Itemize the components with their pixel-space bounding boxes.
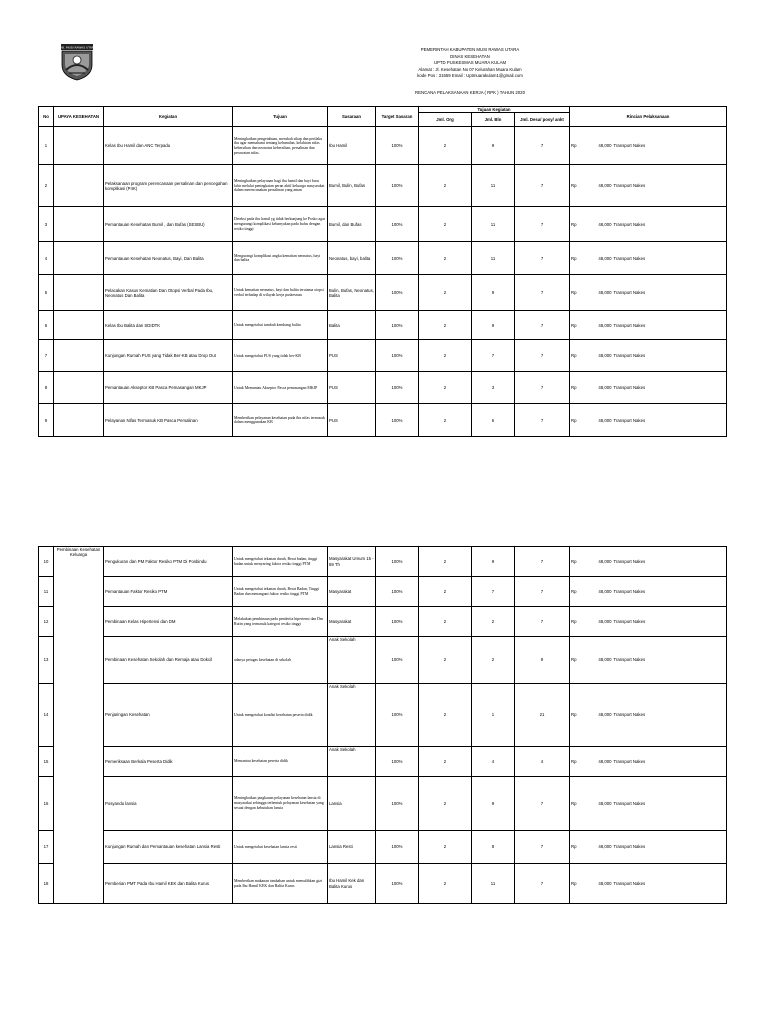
table-row xyxy=(39,747,727,777)
target-cell: 100% xyxy=(376,777,419,831)
jml-org-cell: 2 xyxy=(419,607,472,637)
target-cell: 100% xyxy=(376,242,419,275)
currency-cell: Rp xyxy=(570,864,587,904)
rincian-cell: Transport Nakes xyxy=(613,275,727,311)
kegiatan-cell: Kunjungan Rumah PUS yang Tidak Ber-KB atau Drop Out xyxy=(104,340,233,372)
jml-bln-cell: 7 xyxy=(472,577,515,607)
jml-desa-cell: 7 xyxy=(515,607,570,637)
jml-org-cell: 2 xyxy=(419,165,472,207)
jml-desa-cell: 7 xyxy=(515,831,570,864)
currency-cell: Rp xyxy=(570,372,587,404)
kegiatan-cell: Pemantauan Faktor Resiko PTM xyxy=(104,577,233,607)
currency-cell: Rp xyxy=(570,165,587,207)
table-row xyxy=(39,127,727,165)
rpk-table-page-1 xyxy=(38,106,727,437)
jml-desa-cell: 7 xyxy=(515,547,570,577)
col-header-tujuan-kegiatan: Tujuan Kegiatan xyxy=(419,107,570,113)
currency-cell: Rp xyxy=(570,275,587,311)
kegiatan-cell: Posyandu lansia xyxy=(104,777,233,831)
upaya-kesehatan-cell xyxy=(54,311,104,340)
col-header-target: Target Sasaran xyxy=(376,107,419,127)
target-cell: 100% xyxy=(376,311,419,340)
rincian-cell: Transport Nakes xyxy=(613,831,727,864)
rincian-cell: Transport Nakes xyxy=(613,404,727,437)
jml-desa-cell: 7 xyxy=(515,404,570,437)
nominal-cell: 48,000 xyxy=(587,165,613,207)
table-row xyxy=(39,547,727,577)
sasaran-cell: Ibu Hamil Kek dan Balita Kurus xyxy=(328,864,376,904)
rincian-cell: Transport Nakes xyxy=(613,747,727,777)
sasaran-cell: Anak Sekolah xyxy=(328,747,376,777)
table-row xyxy=(39,207,727,242)
kabupaten-emblem-logo xyxy=(60,43,94,81)
nominal-cell: 48,000 xyxy=(587,275,613,311)
rpk-table-page-1-body xyxy=(39,127,727,437)
jml-desa-cell: 7 xyxy=(515,275,570,311)
kegiatan-cell: Pelacakan Kasus Kematian Dan Otopsi Verbal Pada Ibu, Neonatus Dan Balita xyxy=(104,275,233,311)
logo-text: KAB. MUSI RAWAS UTARA xyxy=(58,45,96,50)
rincian-cell: Transport Nakes xyxy=(613,607,727,637)
jml-org-cell: 2 xyxy=(419,777,472,831)
target-cell: 100% xyxy=(376,207,419,242)
jml-bln-cell: 2 xyxy=(472,607,515,637)
currency-cell: Rp xyxy=(570,404,587,437)
jml-org-cell: 2 xyxy=(419,637,472,684)
jml-bln-cell: 11 xyxy=(472,207,515,242)
jml-desa-cell: 7 xyxy=(515,340,570,372)
rincian-cell: Transport Nakes xyxy=(613,547,727,577)
tujuan-cell: Meningkatkan jangkauan pelayanan kesehatan lansia di masyarakat sehingga terbentuk pelayanan kesehatan yang sesuai dengan kebutuhan lansia xyxy=(233,777,328,831)
currency-cell: Rp xyxy=(570,831,587,864)
sasaran-cell: Anak Sekolah xyxy=(328,684,376,747)
jml-org-cell: 2 xyxy=(419,311,472,340)
table-row xyxy=(39,340,727,372)
col-header-rincian: Rincian Pelaksanaan xyxy=(570,107,727,127)
letterhead-line-5: kode Pos : 31659 Email : Uptmuarakulam1@gmail.com xyxy=(417,73,523,79)
nominal-cell: 48,000 xyxy=(587,311,613,340)
row-number: 2 xyxy=(39,165,54,207)
target-cell: 100% xyxy=(376,577,419,607)
currency-cell: Rp xyxy=(570,577,587,607)
row-number: 12 xyxy=(39,607,54,637)
target-cell: 100% xyxy=(376,404,419,437)
table-row xyxy=(39,831,727,864)
sasaran-cell: Bumil, Bulin, Bufas xyxy=(328,165,376,207)
kegiatan-cell: Pemeriksaan Berkala Peserta Didik xyxy=(104,747,233,777)
col-header-no: No xyxy=(39,107,54,127)
row-number: 9 xyxy=(39,404,54,437)
currency-cell: Rp xyxy=(570,607,587,637)
col-header-tujuan: Tujuan xyxy=(233,107,328,127)
jml-bln-cell: 9 xyxy=(472,547,515,577)
col-header-jml-org: Jml. Org xyxy=(419,113,472,127)
row-number: 10 xyxy=(39,547,54,577)
tujuan-cell: Meningkatkan pengetahuan, merubah sikap dan perilaku ibu agar memahami tentang kehamilan, kelahiran nifas kebersihan dan neonatus kebersihan, persalinan dan perawatan nifas. xyxy=(233,127,328,165)
col-header-jml-bln: Jml. Bln xyxy=(472,113,515,127)
letterhead-line-4: Alamat : Jl. Kesehatan No 07 Kelurahan Muara Kulam xyxy=(418,66,522,72)
row-number: 7 xyxy=(39,340,54,372)
nominal-cell: 48,000 xyxy=(587,684,613,747)
kegiatan-cell: Kelas Ibu Hamil dan ANC Terpadu xyxy=(104,127,233,165)
nominal-cell: 48,000 xyxy=(587,864,613,904)
nominal-cell: 48,000 xyxy=(587,547,613,577)
nominal-cell: 48,000 xyxy=(587,127,613,165)
rincian-cell: Transport Nakes xyxy=(613,777,727,831)
target-cell: 100% xyxy=(376,372,419,404)
target-cell: 100% xyxy=(376,127,419,165)
target-cell: 100% xyxy=(376,165,419,207)
nominal-cell: 48,000 xyxy=(587,372,613,404)
target-cell: 100% xyxy=(376,831,419,864)
rincian-cell: Transport Nakes xyxy=(613,127,727,165)
row-number: 1 xyxy=(39,127,54,165)
sasaran-cell: Ibu Hamil xyxy=(328,127,376,165)
upaya-kesehatan-cell xyxy=(54,275,104,311)
row-number: 16 xyxy=(39,777,54,831)
table-row xyxy=(39,577,727,607)
target-cell: 100% xyxy=(376,684,419,747)
nominal-cell: 48,000 xyxy=(587,404,613,437)
col-header-kegiatan: Kegiatan xyxy=(104,107,233,127)
kegiatan-cell: Pemantauan Kesehatan Bumil , dan Bufas (SESBU) xyxy=(104,207,233,242)
kegiatan-cell: Kelas Ibu Balita dan SDIDTK xyxy=(104,311,233,340)
tujuan-cell: Untuk Memantau Akseptor Pasca pemasangan MKJP xyxy=(233,372,328,404)
kegiatan-cell: Pelaksanaan program perencanaan persalinan dan pencegahan komplikasi (P4K) xyxy=(104,165,233,207)
sasaran-cell: Masyarakat xyxy=(328,577,376,607)
rincian-cell: Transport Nakes xyxy=(613,340,727,372)
jml-org-cell: 2 xyxy=(419,404,472,437)
jml-desa-cell: 7 xyxy=(515,165,570,207)
nominal-cell: 48,000 xyxy=(587,577,613,607)
sasaran-cell: PUS xyxy=(328,372,376,404)
jml-bln-cell: 11 xyxy=(472,864,515,904)
row-number: 8 xyxy=(39,372,54,404)
sasaran-cell: PUS xyxy=(328,404,376,437)
tujuan-cell: Memantau kesehatan peserta didik xyxy=(233,747,328,777)
tujuan-cell: Untuk mengetahui kesehatan lansia resti xyxy=(233,831,328,864)
currency-cell: Rp xyxy=(570,207,587,242)
jml-desa-cell: 7 xyxy=(515,577,570,607)
rincian-cell: Transport Nakes xyxy=(613,684,727,747)
sasaran-cell: Lansia xyxy=(328,777,376,831)
upaya-kesehatan-cell xyxy=(54,207,104,242)
document-title: RENCANA PELAKSANAAN KERJA ( RPK ) TAHUN 2020 xyxy=(415,90,525,95)
jml-bln-cell: 6 xyxy=(472,404,515,437)
target-cell: 100% xyxy=(376,275,419,311)
jml-bln-cell: 3 xyxy=(472,372,515,404)
letterhead-line-1: PEMERINTAH KABUPATEN MUSI RAWAS UTARA xyxy=(420,47,520,52)
upaya-kesehatan-cell xyxy=(54,165,104,207)
nominal-cell: 48,000 xyxy=(587,242,613,275)
col-header-sasaran: Sasaraan xyxy=(328,107,376,127)
jml-desa-cell: 7 xyxy=(515,777,570,831)
kegiatan-cell: Kunjungan Rumah dan Pemantauan kesehatan Lansia Resti xyxy=(104,831,233,864)
tujuan-cell: Mengurangi komplikasi angka kematian neonatus, bayi dan balita xyxy=(233,242,328,275)
upaya-kesehatan-cell xyxy=(54,372,104,404)
jml-org-cell: 2 xyxy=(419,340,472,372)
table-row xyxy=(39,777,727,831)
jml-bln-cell: 9 xyxy=(472,777,515,831)
upaya-kesehatan-cell xyxy=(54,404,104,437)
jml-bln-cell: 9 xyxy=(472,311,515,340)
currency-cell: Rp xyxy=(570,747,587,777)
table-row xyxy=(39,864,727,904)
table-row xyxy=(39,637,727,684)
jml-bln-cell: 2 xyxy=(472,637,515,684)
table-row xyxy=(39,242,727,275)
nominal-cell: 48,000 xyxy=(587,607,613,637)
letterhead-line-3: UPTD PUSKESMAS MUARA KULAM xyxy=(433,60,507,66)
upaya-kesehatan-cell xyxy=(54,242,104,275)
table-row xyxy=(39,311,727,340)
upaya-kesehatan-cell xyxy=(54,127,104,165)
row-number: 4 xyxy=(39,242,54,275)
tujuan-cell: Memberikan pelayanan kesehatan pada ibu nifas termasuk dalam menggunakan KB xyxy=(233,404,328,437)
row-number: 6 xyxy=(39,311,54,340)
sasaran-cell: Anak Sekolah xyxy=(328,637,376,684)
rpk-table-page-2 xyxy=(38,546,727,904)
rincian-cell: Transport Nakes xyxy=(613,165,727,207)
jml-desa-cell: 7 xyxy=(515,127,570,165)
sasaran-cell: Balita xyxy=(328,311,376,340)
sasaran-cell: Bumil, dan Bufas xyxy=(328,207,376,242)
target-cell: 100% xyxy=(376,747,419,777)
jml-desa-cell: 7 xyxy=(515,311,570,340)
tujuan-cell: Melakukan pembinaan pada penderita hipertensi dan Dm Rutin yang termasuk kategori resiko tinggi xyxy=(233,607,328,637)
currency-cell: Rp xyxy=(570,684,587,747)
jml-bln-cell: 4 xyxy=(472,747,515,777)
table-row xyxy=(39,607,727,637)
nominal-cell: 48,000 xyxy=(587,637,613,684)
tujuan-cell: Memberikan makanan tambahan untuk memulihkan gizi pada Ibu Hamil KEK dan Balita Kurus xyxy=(233,864,328,904)
jml-bln-cell: 11 xyxy=(472,165,515,207)
sasaran-cell: Neonatus, bayi, balita xyxy=(328,242,376,275)
table-row xyxy=(39,372,727,404)
jml-desa-cell: 7 xyxy=(515,207,570,242)
jml-bln-cell: 8 xyxy=(472,831,515,864)
currency-cell: Rp xyxy=(570,777,587,831)
rpk-table-page-2-body xyxy=(39,547,727,904)
jml-org-cell: 2 xyxy=(419,577,472,607)
jml-org-cell: 2 xyxy=(419,684,472,747)
jml-org-cell: 2 xyxy=(419,547,472,577)
currency-cell: Rp xyxy=(570,311,587,340)
row-number: 17 xyxy=(39,831,54,864)
jml-org-cell: 2 xyxy=(419,747,472,777)
letterhead xyxy=(320,47,620,80)
currency-cell: Rp xyxy=(570,547,587,577)
target-cell: 100% xyxy=(376,340,419,372)
jml-desa-cell: 7 xyxy=(515,242,570,275)
row-number: 14 xyxy=(39,684,54,747)
col-header-upaya: UPAYA KESEHATAN xyxy=(54,107,104,127)
row-number: 3 xyxy=(39,207,54,242)
row-number: 13 xyxy=(39,637,54,684)
rincian-cell: Transport Nakes xyxy=(613,372,727,404)
kegiatan-cell: Pengukuran dan PM Faktor Resiko PTM Di Posbindu xyxy=(104,547,233,577)
table-row xyxy=(39,684,727,747)
rincian-cell: Transport Nakes xyxy=(613,637,727,684)
jml-org-cell: 2 xyxy=(419,242,472,275)
jml-desa-cell: 9 xyxy=(515,637,570,684)
kegiatan-cell: Pemantauan Kesehatan Neonatus, Bayi, Dan Balita xyxy=(104,242,233,275)
currency-cell: Rp xyxy=(570,637,587,684)
jml-org-cell: 2 xyxy=(419,207,472,242)
tujuan-cell: Untuk mengetahui kondisi kesehatan peserta didik xyxy=(233,684,328,747)
upaya-kesehatan-cell xyxy=(54,340,104,372)
rincian-cell: Transport Nakes xyxy=(613,864,727,904)
jml-desa-cell: 4 xyxy=(515,747,570,777)
tujuan-cell: Untuk mengetahui tumbuh kembang balita xyxy=(233,311,328,340)
row-number: 11 xyxy=(39,577,54,607)
target-cell: 100% xyxy=(376,864,419,904)
upaya-kesehatan-cell: Pembinaan Kesehatan Keluarga xyxy=(54,547,104,904)
tujuan-cell: Untuk kematian neonatus, bayi dan balita terutama otopsi verbal terhadap di wilayah kerja puskesmas xyxy=(233,275,328,311)
row-number: 18 xyxy=(39,864,54,904)
rincian-cell: Transport Nakes xyxy=(613,207,727,242)
nominal-cell: 48,000 xyxy=(587,340,613,372)
target-cell: 100% xyxy=(376,607,419,637)
row-number: 15 xyxy=(39,747,54,777)
tujuan-cell: Deteksi pada ibu hamil yg tidak berkunjung ke Posko agar mengurangi komplikasi kebanyakan pada bufas dengan resiko tinggi xyxy=(233,207,328,242)
col-header-jml-desa: Jml. Desa/ posy/ ankt xyxy=(515,113,570,127)
jml-org-cell: 2 xyxy=(419,831,472,864)
currency-cell: Rp xyxy=(570,340,587,372)
sasaran-cell: Masyarakat Umum 15 - 59 Th xyxy=(328,547,376,577)
jml-bln-cell: 9 xyxy=(472,127,515,165)
kegiatan-cell: Pelayanan Nifas Termasuk KB Pasca Persalinan xyxy=(104,404,233,437)
jml-org-cell: 2 xyxy=(419,864,472,904)
kegiatan-cell: Penjaringan Kesehatan xyxy=(104,684,233,747)
sasaran-cell: PUS xyxy=(328,340,376,372)
tujuan-cell: Meningkatkan pelayanan bagi ibu hamil dan bayi baru lahir melalui peningkatan peran aktif keluarga masyarakat dalam merencanakan persalinan yang aman xyxy=(233,165,328,207)
jml-bln-cell: 7 xyxy=(472,340,515,372)
rincian-cell: Transport Nakes xyxy=(613,577,727,607)
nominal-cell: 48,000 xyxy=(587,207,613,242)
nominal-cell: 48,000 xyxy=(587,747,613,777)
kegiatan-cell: Pemantauan Akseptor KB Pasca Pemasangan MKJP xyxy=(104,372,233,404)
jml-desa-cell: 7 xyxy=(515,372,570,404)
sasaran-cell: Masyarakat xyxy=(328,607,376,637)
jml-org-cell: 2 xyxy=(419,372,472,404)
tujuan-cell: Untuk mengetahui PUS yang tidak ber-KB xyxy=(233,340,328,372)
jml-bln-cell: 11 xyxy=(472,242,515,275)
tujuan-cell: Untuk mengetahui tekanan darah, Berat Badan, Tinggi Badan dan menangani faktor resiko tinggi PTM xyxy=(233,577,328,607)
sasaran-cell: Bulin, Bufas, Neonatus, Balita xyxy=(328,275,376,311)
target-cell: 100% xyxy=(376,547,419,577)
jml-bln-cell: 9 xyxy=(472,275,515,311)
currency-cell: Rp xyxy=(570,127,587,165)
nominal-cell: 48,000 xyxy=(587,777,613,831)
jml-desa-cell: 21 xyxy=(515,684,570,747)
jml-org-cell: 2 xyxy=(419,275,472,311)
tujuan-cell: Untuk mengetahui tekanan darah, Berat badan, tinggi badan untuk menyaring faktor resiko tinggi PTM xyxy=(233,547,328,577)
table-row xyxy=(39,404,727,437)
kegiatan-cell: Pembinaan Kelas Hipertensi dan DM xyxy=(104,607,233,637)
jml-bln-cell: 1 xyxy=(472,684,515,747)
table-row xyxy=(39,275,727,311)
jml-desa-cell: 7 xyxy=(515,864,570,904)
tujuan-cell: adanya petugas kesehatan di sekolah xyxy=(233,637,328,684)
jml-org-cell: 2 xyxy=(419,127,472,165)
rincian-cell: Transport Nakes xyxy=(613,311,727,340)
kegiatan-cell: Pemberian PMT Pada Ibu Hamil KEK dan Balita Kurus xyxy=(104,864,233,904)
currency-cell: Rp xyxy=(570,242,587,275)
kegiatan-cell: Pembinaan Kesehatan Sekolah dan Remaja atau Dokcil xyxy=(104,637,233,684)
row-number: 5 xyxy=(39,275,54,311)
table-row xyxy=(39,165,727,207)
sasaran-cell: Lansia Resti xyxy=(328,831,376,864)
target-cell: 100% xyxy=(376,637,419,684)
nominal-cell: 48,000 xyxy=(587,831,613,864)
letterhead-line-2: DINAS KESEHATAN xyxy=(450,53,490,59)
rincian-cell: Transport Nakes xyxy=(613,242,727,275)
